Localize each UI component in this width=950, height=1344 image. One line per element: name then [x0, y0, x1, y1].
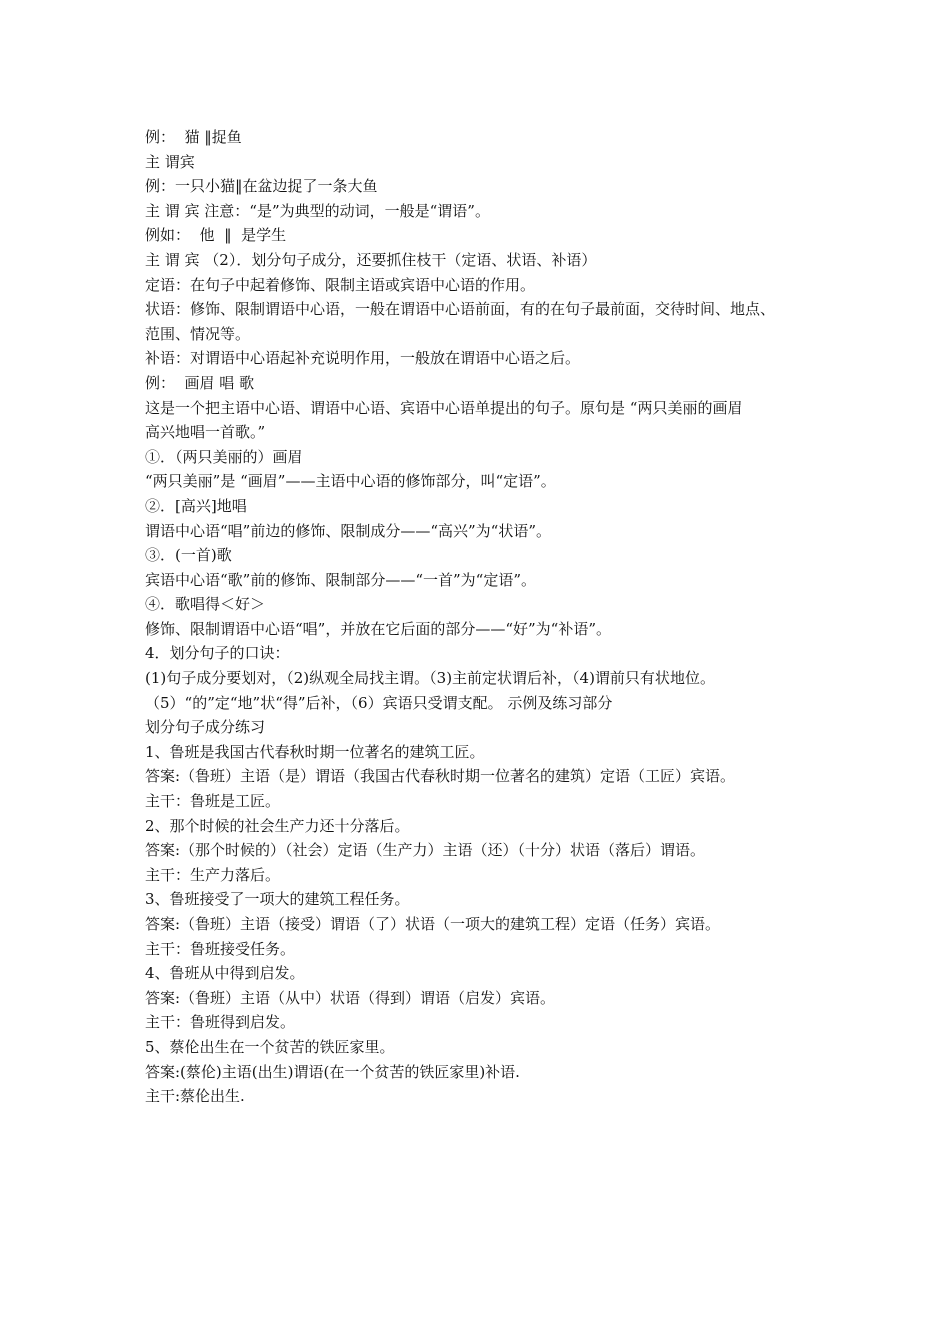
- text-line: 3、鲁班接受了一项大的建筑工程任务。: [145, 890, 410, 909]
- text-line: 补语：对谓语中心语起补充说明作用，一般放在谓语中心语之后。: [145, 349, 581, 368]
- text-line: 范围、情况等。: [145, 324, 251, 343]
- text-line: 主干：生产力落后。: [145, 865, 281, 884]
- text-line: 状语：修饰、限制谓语中心语，一般在谓语中心语前面，有的在句子最前面，交待时间、地点、: [145, 300, 776, 319]
- text-line: 答案:（鲁班）主语（从中）状语（得到）谓语（启发）宾语。: [145, 988, 556, 1007]
- text-line: 这是一个把主语中心语、谓语中心语、宾语中心语单提出的句子。原句是 “两只美丽的画眉: [145, 398, 743, 417]
- text-line: 例如： 他 ‖ 是学生: [145, 226, 287, 245]
- text-line: 主 谓 宾 注意：“是”为典型的动词，一般是“谓语”。: [145, 201, 490, 220]
- text-line: 例：一只小猫‖在盆边捉了一条大鱼: [145, 177, 378, 196]
- text-line: (1)句子成分要划对，（2)纵观全局找主谓。（3)主前定状谓后补，（4)谓前只有状地位。: [145, 669, 715, 688]
- text-line: ①．（两只美丽的）画眉: [145, 447, 303, 466]
- text-line: 2、那个时候的社会生产力还十分落后。: [145, 816, 410, 835]
- text-line: 主干：鲁班得到启发。: [145, 1013, 296, 1032]
- text-line: 高兴地唱一首歌。”: [145, 423, 266, 442]
- text-line: 谓语中心语“唱”前边的修饰、限制成分——“高兴”为“状语”。: [145, 521, 552, 540]
- text-line: 5、蔡伦出生在一个贫苦的铁匠家里。: [145, 1037, 395, 1056]
- text-line: 主 谓 宾 （2）．划分句子成分，还要抓住枝干（定语、状语、补语）: [145, 250, 597, 269]
- text-line: 主干：鲁班是工匠。: [145, 792, 281, 811]
- text-line: 主干：鲁班接受任务。: [145, 939, 296, 958]
- text-line: 宾语中心语“歌”前的修饰、限制部分——“一首”为“定语”。: [145, 570, 537, 589]
- text-line: ④．歌唱得＜好＞: [145, 595, 266, 614]
- text-line: 例： 猫 ‖捉鱼: [145, 128, 242, 146]
- text-line: “两只美丽”是 “画眉”——主语中心语的修饰部分，叫“定语”。: [145, 472, 556, 491]
- text-line: 4．划分句子的口诀：: [145, 644, 290, 663]
- text-line: （5）“的”定“地”状“得”后补，（6）宾语只受谓支配。 示例及练习部分: [145, 693, 613, 712]
- text-line: 答案:（鲁班）主语（接受）谓语（了）状语（一项大的建筑工程）定语（任务）宾语。: [145, 915, 721, 933]
- text-line: 修饰、限制谓语中心语“唱”，并放在它后面的部分——“好”为“补语”。: [145, 619, 612, 638]
- document-page: [145, 125, 825, 1109]
- text-line: ②．[高兴]地唱: [145, 496, 247, 515]
- text-line: 答案:（那个时候的）（社会）定语（生产力）主语（还）（十分）状语（落后）谓语。: [145, 841, 706, 860]
- text-line: ③．(一首)歌: [145, 546, 232, 565]
- text-line: 1、鲁班是我国古代春秋时期一位著名的建筑工匠。: [145, 742, 485, 761]
- text-line: 4、鲁班从中得到启发。: [145, 964, 305, 983]
- text-line: 划分句子成分练习: [145, 718, 266, 737]
- text-line: 例： 画眉 唱 歌: [145, 373, 255, 392]
- text-line: 主干:蔡伦出生.: [145, 1087, 245, 1106]
- text-line: 答案:（鲁班）主语（是）谓语（我国古代春秋时期一位著名的建筑）定语（工匠）宾语。: [145, 767, 736, 786]
- text-line: 定语：在句子中起着修饰、限制主语或宾语中心语的作用。: [145, 275, 536, 294]
- text-line: 答案:(蔡伦)主语(出生)谓语(在一个贫苦的铁匠家里)补语.: [145, 1062, 520, 1081]
- text-line: 主 谓宾: [145, 152, 195, 171]
